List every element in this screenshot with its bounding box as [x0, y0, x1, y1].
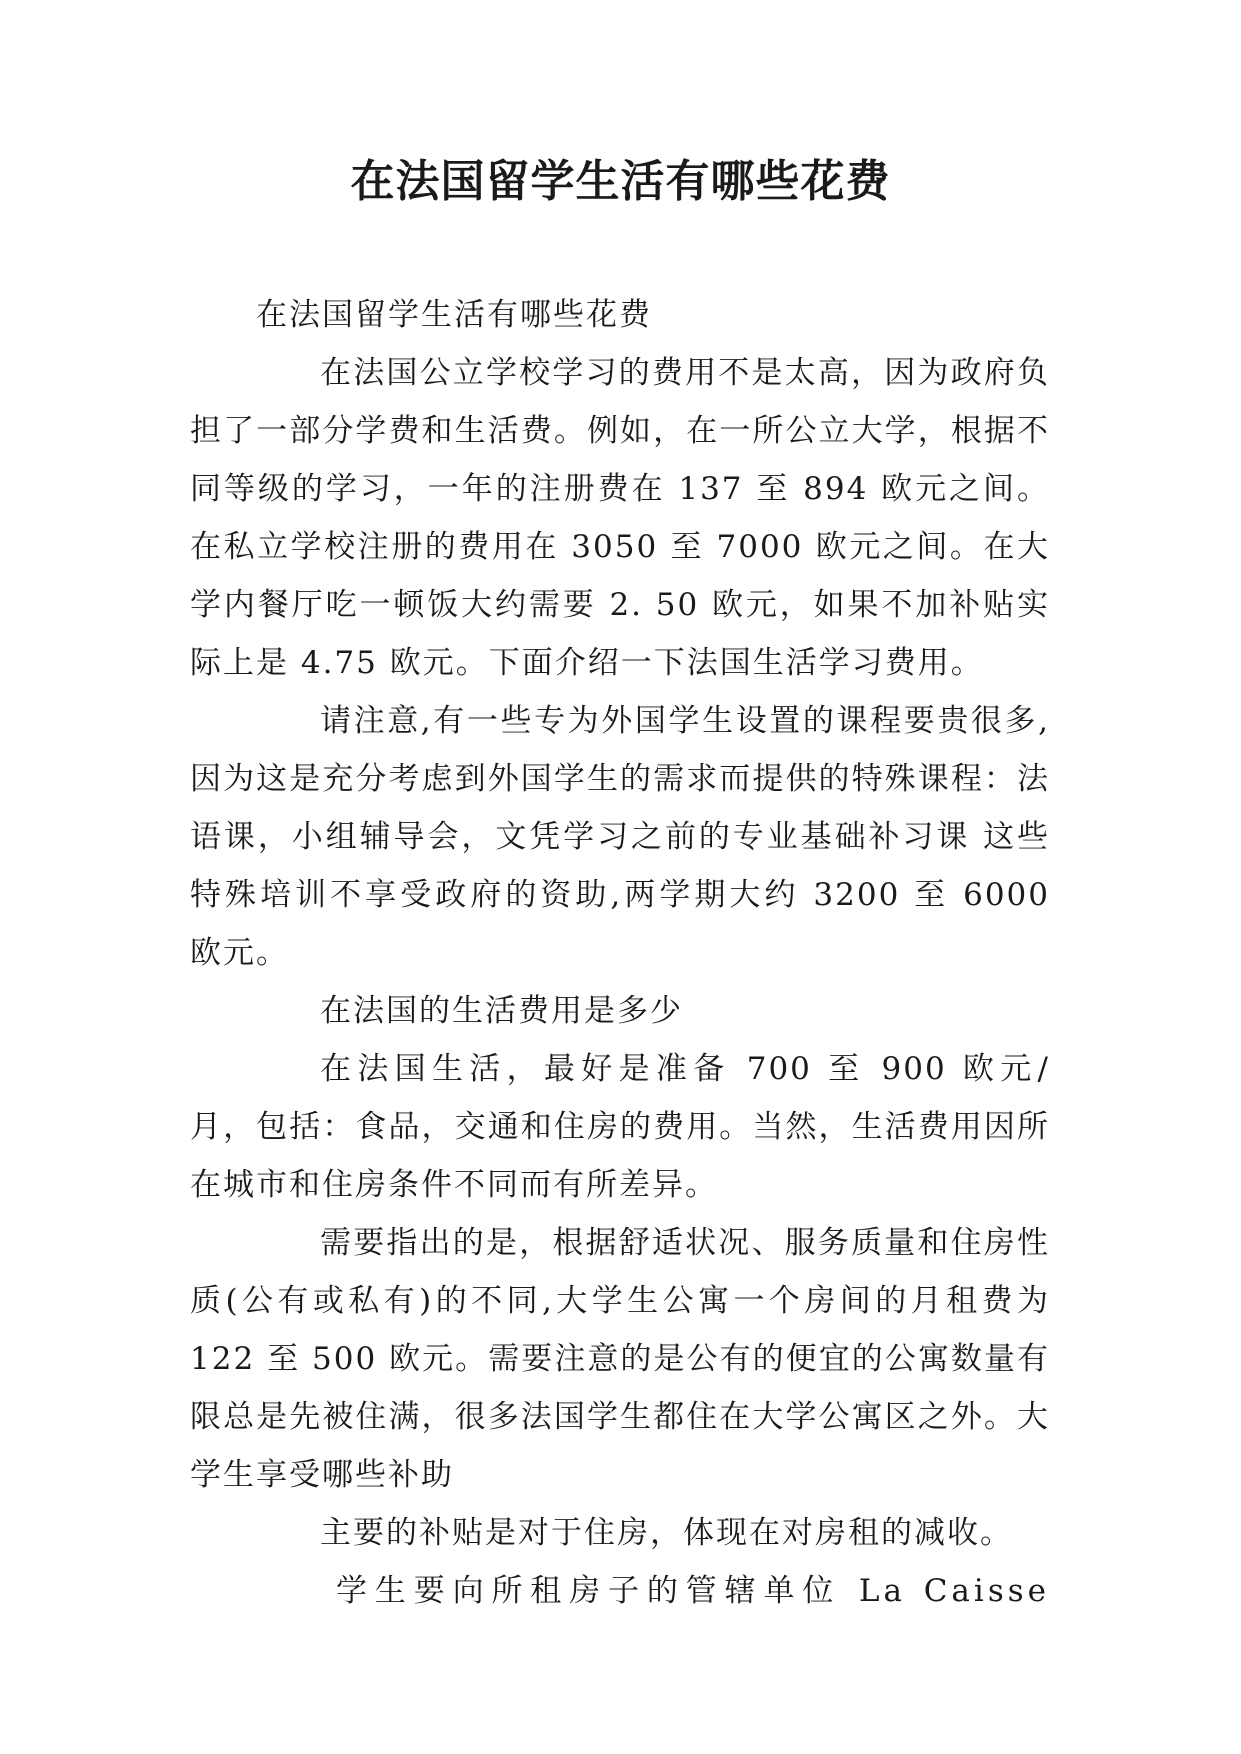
paragraph-housing-rent: 需要指出的是，根据舒适状况、服务质量和住房性质(公有或私有)的不同,大学生公寓一个房间的月租费为 122 至 500 欧元。需要注意的是公有的便宜的公寓数量有限总是先被住满，很多法国学生都住在大学公寓区之外。大学生享受哪些补助 — [190, 1225, 1050, 1493]
paragraph-tuition-costs: 在法国公立学校学习的费用不是太高，因为政府负担了一部分学费和生活费。例如，在一所公立大学，根据不同等级的学习，一年的注册费在 137 至 894 欧元之间。在私立学校注册的费用在 3050 至 7000 欧元之间。在大学内餐厅吃一顿饭大约需要 2. 50 欧元，如果不加补贴实际上是 4.75 欧元。下面介绍一下法国生活学习费用。 — [190, 355, 1050, 681]
document-title: 在法国留学生活有哪些花费 — [350, 156, 891, 207]
paragraph-living-cost-heading: 在法国的生活费用是多少 — [320, 993, 683, 1029]
paragraph-housing-subsidy: 主要的补贴是对于住房，体现在对房租的减收。 — [320, 1515, 1013, 1551]
paragraph-monthly-budget: 在法国生活，最好是准备 700 至 900 欧元/ 月，包括：食品，交通和住房的费用。当然，生活费用因所在城市和住房条件不同而有所差异。 — [190, 1051, 1050, 1203]
paragraph-caisse-application: 学生要向所租房子的管辖单位 La Caisse — [336, 1573, 1050, 1609]
paragraph-foreign-student-courses: 请注意,有一些专为外国学生设置的课程要贵很多,因为这是充分考虑到外国学生的需求而提供的特殊课程：法语课，小组辅导会，文凭学习之前的专业基础补习课 这些特殊培训不享受政府的资助,两学期大约 3200 至 6000 欧元。 — [190, 703, 1050, 971]
document-body — [190, 286, 1050, 1620]
document-subtitle: 在法国留学生活有哪些花费 — [256, 297, 652, 333]
